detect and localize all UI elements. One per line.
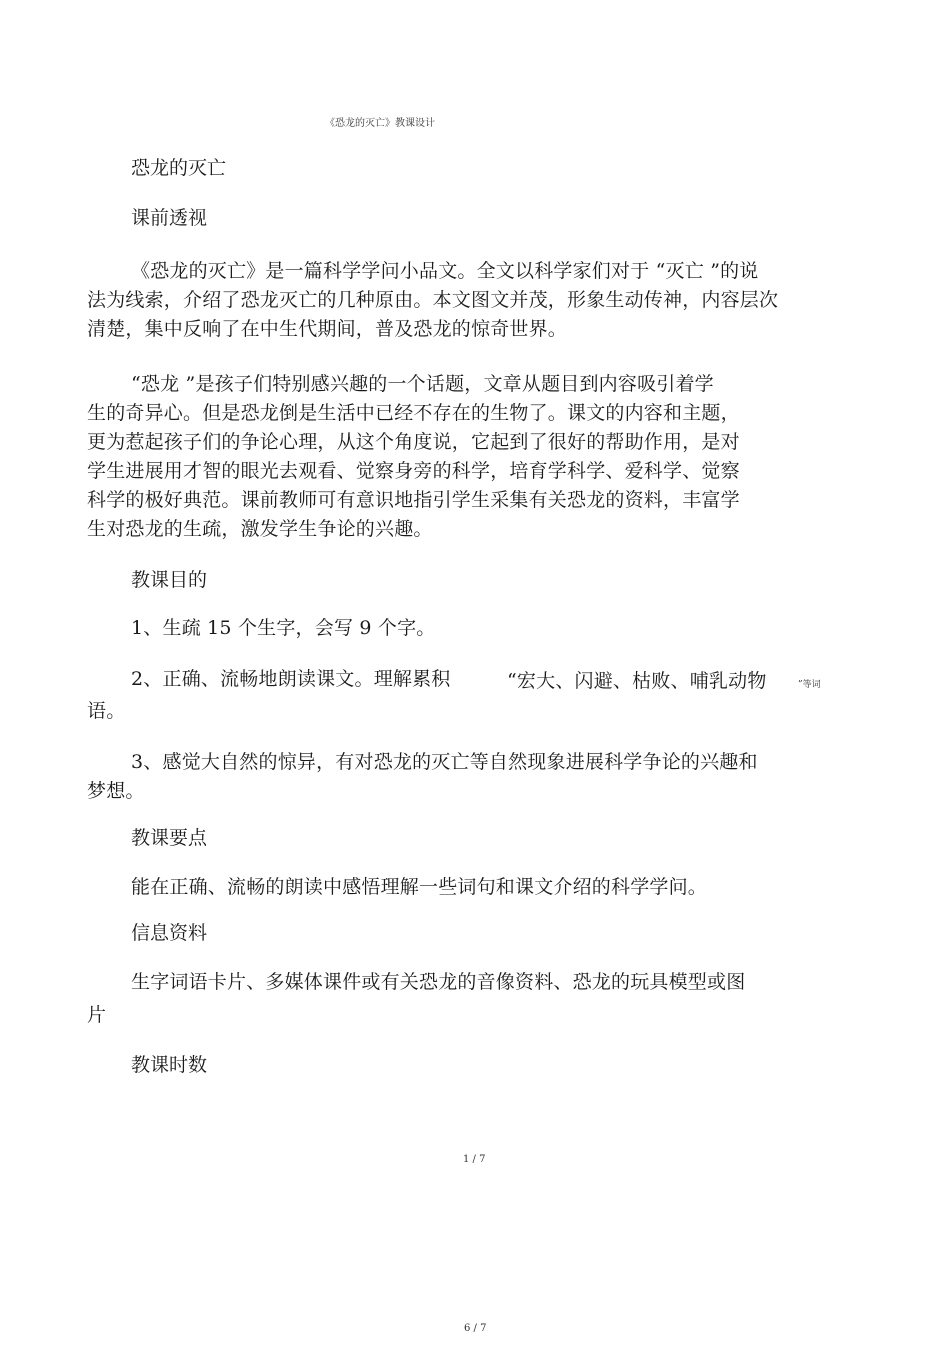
goal-item-3: 3、感觉大自然的惊异，有对恐龙的灭亡等自然现象进展科学争论的兴趣和 xyxy=(131,751,758,773)
section-heading-materials: 信息资料 xyxy=(131,922,208,944)
paragraph-line: “恐龙 ”是孩子们特别感兴趣的一个话题，文章从题目到内容吸引着学 xyxy=(131,373,714,395)
goal-item-2-note: ”等词 xyxy=(798,680,821,690)
paragraph-line: 法为线索，介绍了恐龙灭亡的几种原由。本文图文并茂，形象生动传神，内容层次 xyxy=(87,289,779,311)
goal-item-3-end: 梦想。 xyxy=(87,780,145,802)
paragraph-line: 更为惹起孩子们的争论心理，从这个角度说，它起到了很好的帮助作用，是对 xyxy=(87,431,740,453)
key-points-text: 能在正确、流畅的朗读中感悟理解一些词句和课文介绍的科学学问。 xyxy=(131,876,708,898)
goal-item-2-end: 语。 xyxy=(87,700,126,722)
paragraph-line: 学生进展用才智的眼光去观看、觉察身旁的科学，培育学科学、爱科学、觉察 xyxy=(87,460,740,482)
materials-text: 生字词语卡片、多媒体课件或有关恐龙的音像资料、恐龙的玩具模型或图 xyxy=(131,971,746,993)
document-title: 恐龙的灭亡 xyxy=(131,157,227,179)
section-heading-preview: 课前透视 xyxy=(131,207,208,229)
section-heading-goals: 教课目的 xyxy=(131,569,208,591)
paragraph-line: 生对恐龙的生疏，激发学生争论的兴趣。 xyxy=(87,518,433,540)
goal-item-2-start: 2、正确、流畅地朗读课文。理解累积 xyxy=(131,668,451,690)
page-number: 1 / 7 xyxy=(463,1154,486,1165)
paragraph-line: 清楚，集中反响了在中生代期间，普及恐龙的惊奇世界。 xyxy=(87,318,568,340)
goal-item-2-words: “宏大、闪避、枯败、哺乳动物 xyxy=(507,670,767,692)
section-heading-lesson-hours: 教课时数 xyxy=(131,1054,208,1076)
materials-text-end: 片 xyxy=(87,1004,107,1026)
section-heading-key-points: 教课要点 xyxy=(131,827,208,849)
paragraph-line: 《恐龙的灭亡》是一篇科学学问小品文。全文以科学家们对于 “灭亡 ”的说 xyxy=(131,260,759,282)
footer-page-number: 6 / 7 xyxy=(464,1323,487,1334)
goal-item-1: 1、生疏 15 个生字，会写 9 个字。 xyxy=(131,617,436,639)
paragraph-line: 科学的极好典范。课前教师可有意识地指引学生采集有关恐龙的资料，丰富学 xyxy=(87,489,740,511)
paragraph-line: 生的奇异心。但是恐龙倒是生活中已经不存在的生物了。课文的内容和主题， xyxy=(87,402,740,424)
running-header: 《恐龙的灭亡》教课设计 xyxy=(325,118,435,129)
